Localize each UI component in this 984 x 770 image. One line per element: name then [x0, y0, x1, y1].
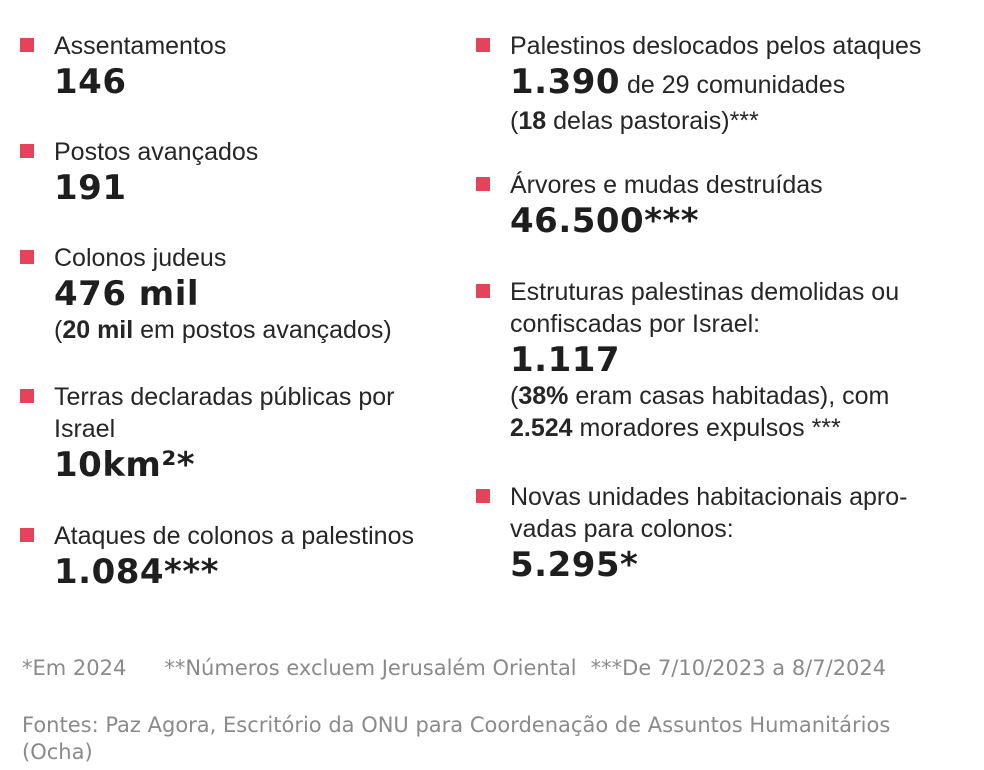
note-text: eram casas habitadas), com [568, 382, 890, 410]
footnote-jerusalem: **Números excluem Jerusalém Oriental [164, 656, 577, 680]
note-text: delas pastorais)*** [546, 107, 759, 135]
stat-label: Palestinos deslocados pelos ataques [510, 32, 922, 60]
bullet-marker [20, 250, 34, 264]
stat-ataques-colonos [54, 520, 414, 592]
bullet-marker [20, 528, 34, 542]
stat-value: 146 [54, 62, 127, 102]
stat-label: Ataques de colonos a palestinos [54, 522, 414, 550]
stat-value: 1.084*** [54, 552, 219, 592]
stat-label: Colonos judeus [54, 244, 227, 272]
bullet-marker [476, 284, 490, 298]
stat-colonos-judeus [54, 242, 392, 346]
footnotes [22, 656, 924, 680]
stat-label: Postos avançados [54, 138, 259, 166]
stat-novas-unidades [510, 481, 907, 585]
stat-label: Assentamentos [54, 32, 227, 60]
bullet-marker [20, 144, 34, 158]
stat-assentamentos [54, 30, 226, 102]
bullet-marker [20, 38, 34, 52]
note-text: moradores expulsos *** [572, 414, 841, 442]
sources-line1: Fontes: Paz Agora, Escritório da ONU para Coordenação de Assuntos Humanitários [22, 713, 891, 737]
stat-arvores-destruidas [510, 169, 823, 241]
stat-label-line2: confiscadas por Israel: [510, 310, 761, 338]
stat-note: (18 delas pastorais)*** [510, 107, 759, 135]
footnote-dates: ***De 7/10/2023 a 8/7/2024 [590, 656, 887, 680]
stat-estruturas-demolidas [510, 276, 899, 444]
note-bold: 20 mil [62, 316, 134, 344]
stat-label-line1: Novas unidades habitacionais apro- [510, 483, 908, 511]
note-text: em postos avançados) [133, 316, 392, 344]
bullet-marker [476, 489, 490, 503]
stat-label: Árvores e mudas destruídas [510, 171, 823, 199]
bullet-marker [20, 389, 34, 403]
stat-label-line1: Terras declaradas públicas por [54, 383, 395, 411]
value-number: 1.390 [510, 62, 621, 102]
note-bold: 2.524 [510, 414, 573, 442]
stat-label-line2: Israel [54, 415, 116, 443]
stat-label-line2: vadas para colonos: [510, 515, 734, 543]
sources-line2: (Ocha) [22, 740, 93, 764]
sources [22, 712, 890, 766]
stat-palestinos-deslocados [510, 30, 921, 137]
stat-value: 46.500*** [510, 201, 700, 241]
stat-value: 10km²* [54, 445, 196, 485]
stat-value: 191 [54, 168, 127, 208]
note-bold: 18 [518, 107, 547, 135]
value-suffix: de 29 comunidades [620, 71, 846, 99]
stat-value: 1.117 [510, 340, 621, 380]
stat-note-line1: (38% eram casas habitadas), com [510, 382, 890, 410]
note-bold: 38% [518, 382, 569, 410]
stat-value: 476 mil [54, 274, 200, 314]
stat-label-line1: Estruturas palestinas demolidas ou [510, 278, 900, 306]
stat-note-line2 [510, 412, 899, 444]
stat-note: (20 mil em postos avançados) [54, 316, 392, 344]
stat-value: 5.295* [510, 545, 639, 585]
bullet-marker [476, 177, 490, 191]
bullet-marker [476, 38, 490, 52]
stat-terras-publicas [54, 381, 394, 485]
footnote-2024: *Em 2024 [22, 656, 127, 680]
stat-value [510, 62, 921, 105]
stat-postos-avancados [54, 136, 258, 208]
